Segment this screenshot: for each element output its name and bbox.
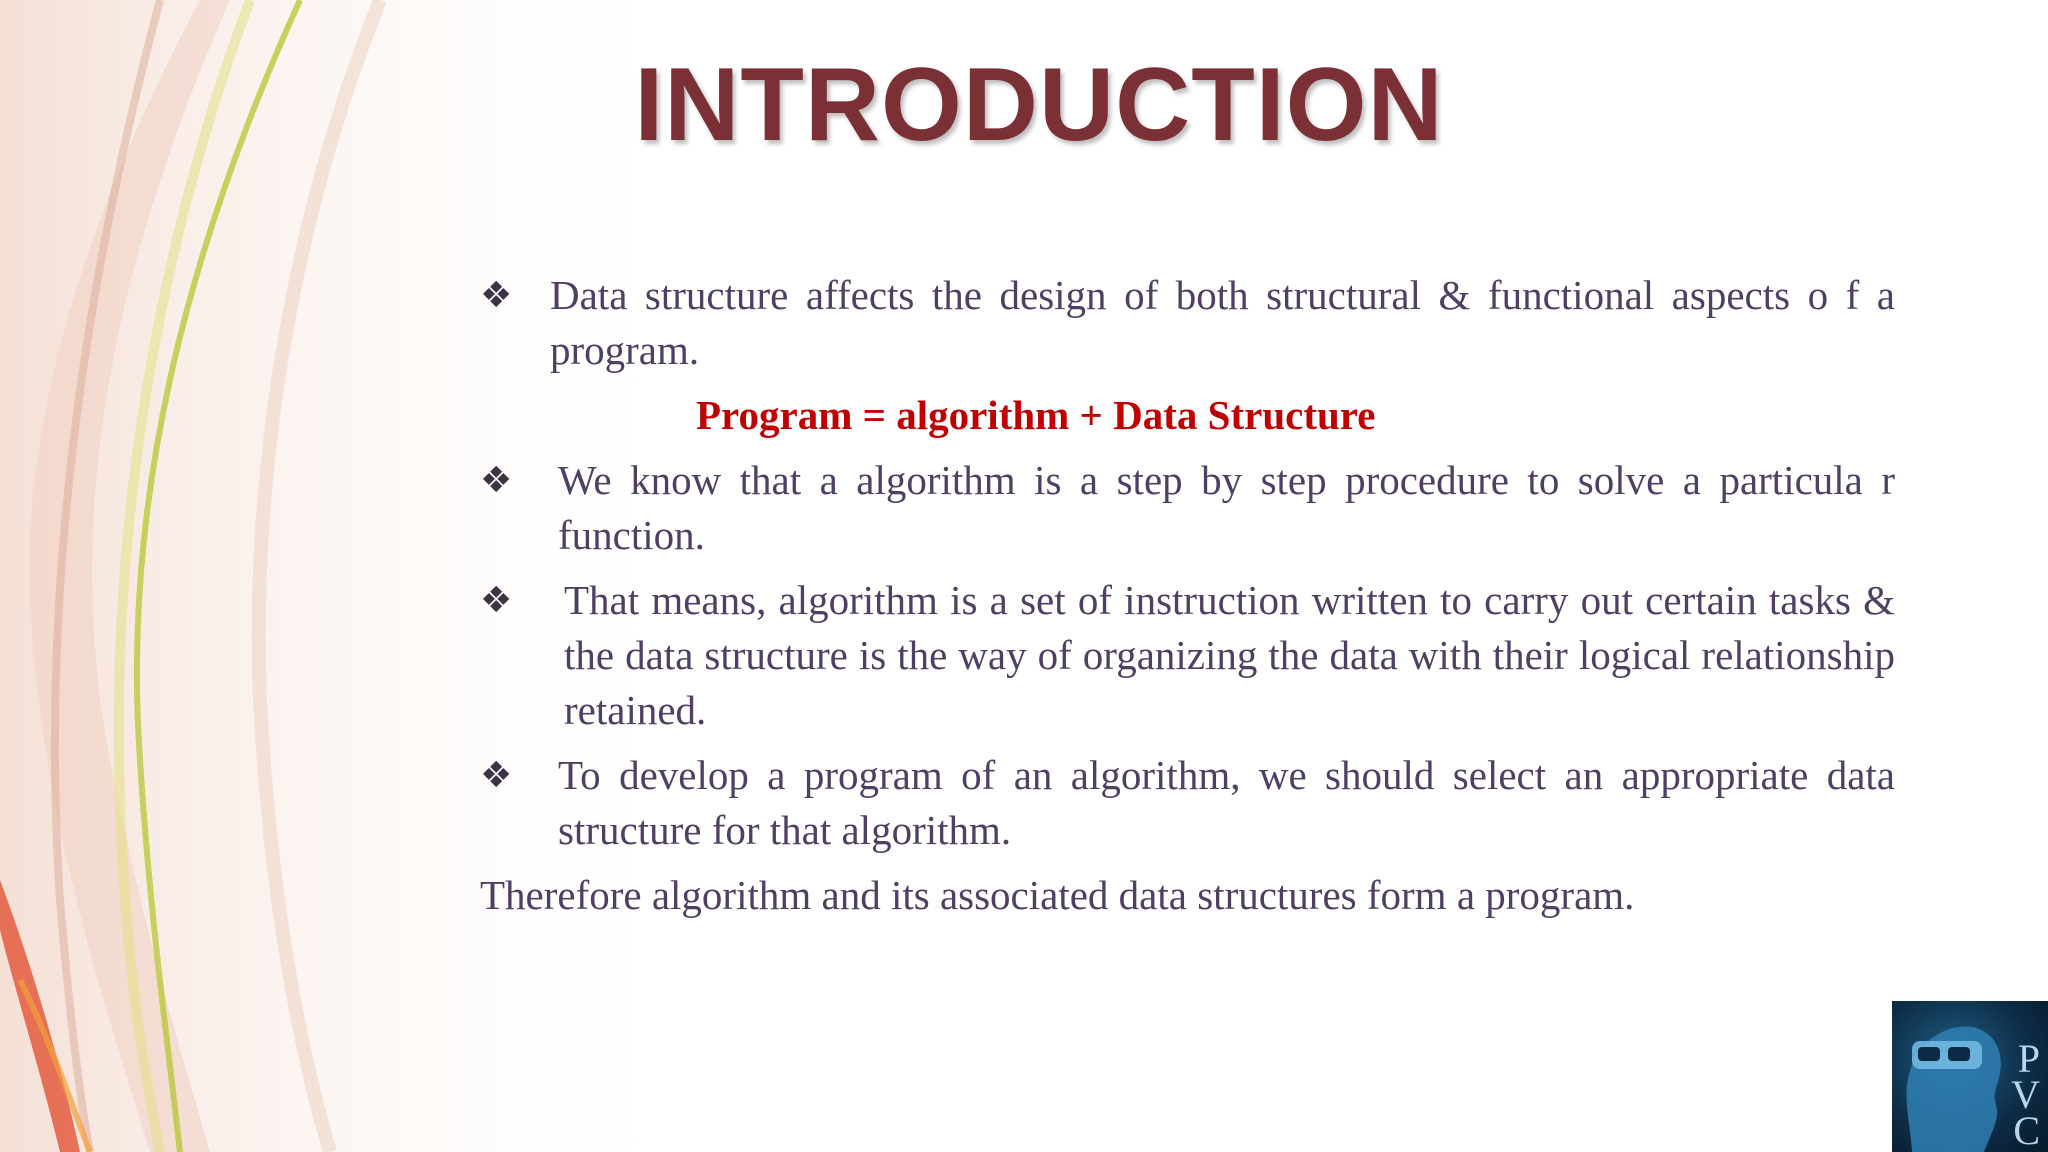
channel-logo [1892, 1001, 2048, 1152]
logo-monogram: P V C [2011, 1036, 2040, 1152]
bullet-text: That means, algorithm is a set of instruction written to carry out certain tasks & the data structure is the way of organizing the data with their logical relationship retained. [564, 577, 1895, 733]
bullet-item [480, 268, 1895, 378]
bullet-text: We know that a algorithm is a step by step procedure to solve a particula r function. [558, 457, 1895, 558]
conclusion-text: Therefore algorithm and its associated data structures form a program. [480, 872, 1635, 918]
slide-title: INTRODUCTION [634, 47, 1444, 163]
diamond-cluster-icon: ❖ [480, 460, 513, 501]
diamond-cluster-icon: ❖ [480, 275, 513, 316]
bullet-item [480, 453, 1895, 563]
bullet-item [480, 573, 1895, 738]
bullet-text: Data structure affects the design of both structural & functional aspects o f a program. [550, 272, 1895, 373]
slide-content [480, 268, 1895, 923]
diamond-cluster-icon: ❖ [480, 580, 513, 621]
bullet-text: To develop a program of an algorithm, we should select an appropriate data structure for that algorithm. [558, 752, 1895, 853]
bullet-item [480, 748, 1895, 858]
formula-text: Program = algorithm + Data Structure [696, 392, 1376, 438]
diamond-cluster-icon: ❖ [480, 755, 513, 796]
